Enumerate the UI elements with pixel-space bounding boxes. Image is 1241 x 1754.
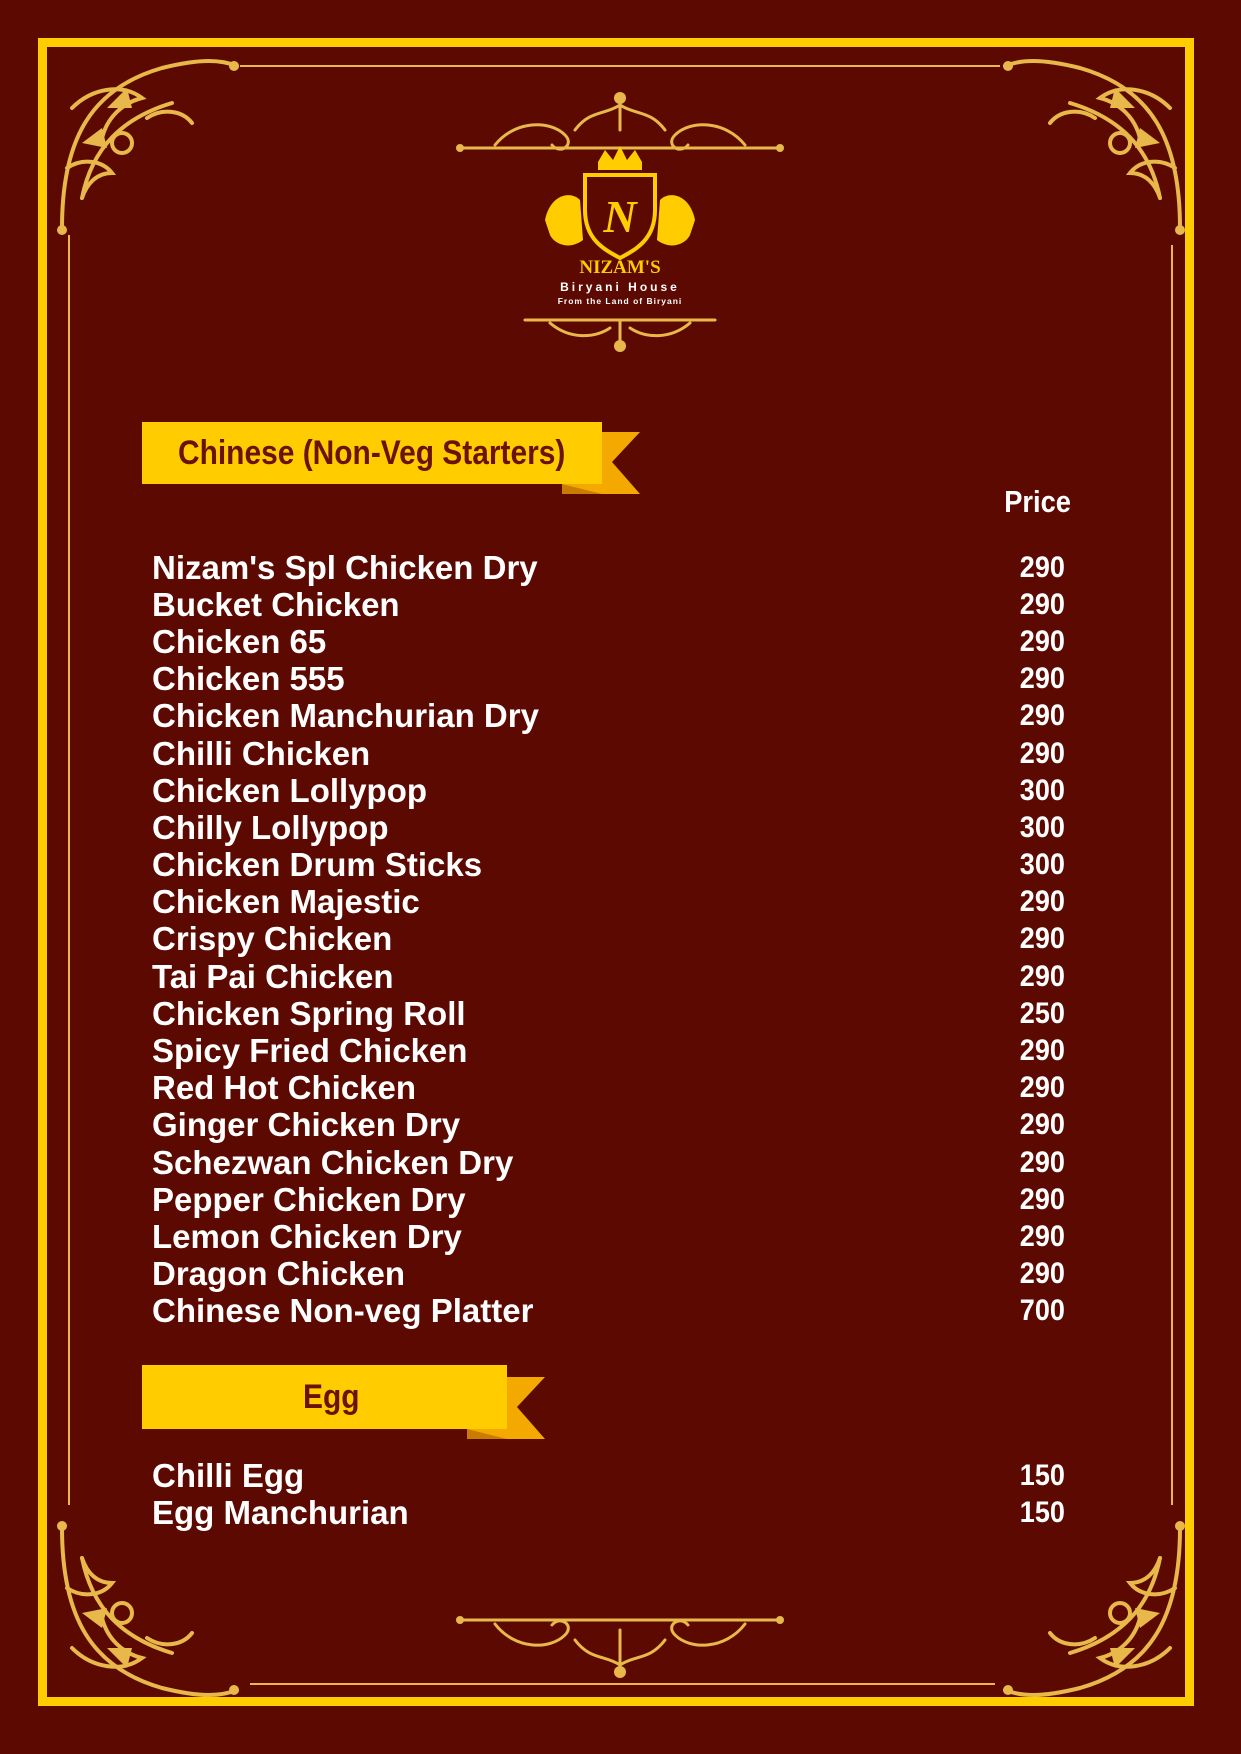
item-price: 290	[1019, 1034, 1065, 1068]
section-title: Chinese (Non-Veg Starters)	[142, 422, 601, 484]
item-name: Chinese Non-veg Platter	[152, 1292, 534, 1330]
menu-item	[152, 847, 1072, 884]
item-name: Dragon Chicken	[152, 1255, 406, 1293]
item-name: Crispy Chicken	[152, 920, 393, 958]
item-price: 290	[1019, 959, 1065, 993]
menu-item	[152, 698, 1072, 735]
corner-ornament-top-right	[1000, 48, 1190, 248]
menu-item	[152, 1494, 1072, 1531]
item-name: Chilly Lollypop	[152, 808, 389, 846]
item-name: Egg Manchurian	[152, 1493, 409, 1531]
item-name: Chicken 65	[152, 622, 327, 660]
brand-tagline: Biryani House	[560, 280, 680, 294]
item-name: Chilli Chicken	[152, 734, 371, 772]
border-line-left	[68, 235, 70, 1505]
item-price: 290	[1019, 662, 1065, 696]
brand-name: NIZAM'S	[579, 257, 661, 278]
item-name: Spicy Fried Chicken	[152, 1032, 468, 1070]
item-price: 290	[1019, 736, 1065, 770]
item-price: 290	[1019, 1145, 1065, 1179]
item-name: Chilli Egg	[152, 1456, 305, 1494]
item-name: Chicken 555	[152, 660, 345, 698]
item-price: 290	[1019, 624, 1065, 658]
corner-ornament-top-left	[52, 48, 242, 248]
item-price: 250	[1019, 996, 1065, 1030]
item-name: Chicken Majestic	[152, 883, 420, 921]
item-name: Tai Pai Chicken	[152, 957, 394, 995]
menu-item	[152, 549, 1072, 586]
menu-item	[152, 995, 1072, 1032]
item-name: Chicken Manchurian Dry	[152, 697, 539, 735]
item-name: Chicken Spring Roll	[152, 994, 466, 1032]
item-name: Nizam's Spl Chicken Dry	[152, 548, 538, 586]
logo-monogram: N	[603, 191, 637, 242]
item-price: 290	[1019, 587, 1065, 621]
menu-item	[152, 735, 1072, 772]
item-name: Schezwan Chicken Dry	[152, 1143, 514, 1181]
menu-item	[152, 921, 1072, 958]
price-column-header: Price	[1004, 484, 1071, 519]
bottom-ornament	[455, 1600, 785, 1680]
border-line-bottom	[250, 1683, 995, 1685]
menu-item	[152, 772, 1072, 809]
border-line-right	[1171, 245, 1173, 1505]
menu-list-egg	[152, 1457, 1072, 1531]
corner-ornament-bottom-left	[52, 1508, 242, 1708]
menu-item	[152, 884, 1072, 921]
item-price: 290	[1019, 1071, 1065, 1105]
menu-item	[152, 809, 1072, 846]
menu-item	[152, 1218, 1072, 1255]
brand-subtitle: From the Land of Biryani	[557, 296, 683, 306]
item-name: Lemon Chicken Dry	[152, 1217, 462, 1255]
menu-item	[152, 1107, 1072, 1144]
item-price: 290	[1019, 699, 1065, 733]
item-price: 300	[1019, 848, 1065, 882]
menu-list-chinese	[152, 549, 1072, 1330]
item-name: Ginger Chicken Dry	[152, 1106, 461, 1144]
item-price: 290	[1019, 550, 1065, 584]
menu-item	[152, 1070, 1072, 1107]
item-price: 300	[1019, 810, 1065, 844]
menu-item	[152, 1144, 1072, 1181]
item-price: 290	[1019, 922, 1065, 956]
item-price: 150	[1019, 1458, 1065, 1492]
menu-item	[152, 623, 1072, 660]
item-price: 290	[1019, 1182, 1065, 1216]
item-name: Pepper Chicken Dry	[152, 1180, 466, 1218]
menu-item	[152, 586, 1072, 623]
item-name: Red Hot Chicken	[152, 1069, 417, 1107]
restaurant-logo	[455, 90, 785, 360]
item-price: 300	[1019, 773, 1065, 807]
section-title: Egg	[172, 1365, 491, 1429]
menu-item	[152, 1457, 1072, 1494]
item-name: Bucket Chicken	[152, 585, 400, 623]
item-price: 290	[1019, 885, 1065, 919]
menu-item	[152, 1032, 1072, 1069]
item-name: Chicken Lollypop	[152, 771, 428, 809]
item-price: 290	[1019, 1108, 1065, 1142]
item-name: Chicken Drum Sticks	[152, 846, 483, 884]
item-price: 700	[1019, 1294, 1065, 1328]
menu-item	[152, 1181, 1072, 1218]
border-line-top	[240, 65, 1000, 67]
item-price: 150	[1019, 1495, 1065, 1529]
item-price: 290	[1019, 1219, 1065, 1253]
menu-item	[152, 958, 1072, 995]
menu-item	[152, 1293, 1072, 1330]
menu-item	[152, 661, 1072, 698]
corner-ornament-bottom-right	[1000, 1508, 1190, 1708]
menu-item	[152, 1256, 1072, 1293]
item-price: 290	[1019, 1257, 1065, 1291]
